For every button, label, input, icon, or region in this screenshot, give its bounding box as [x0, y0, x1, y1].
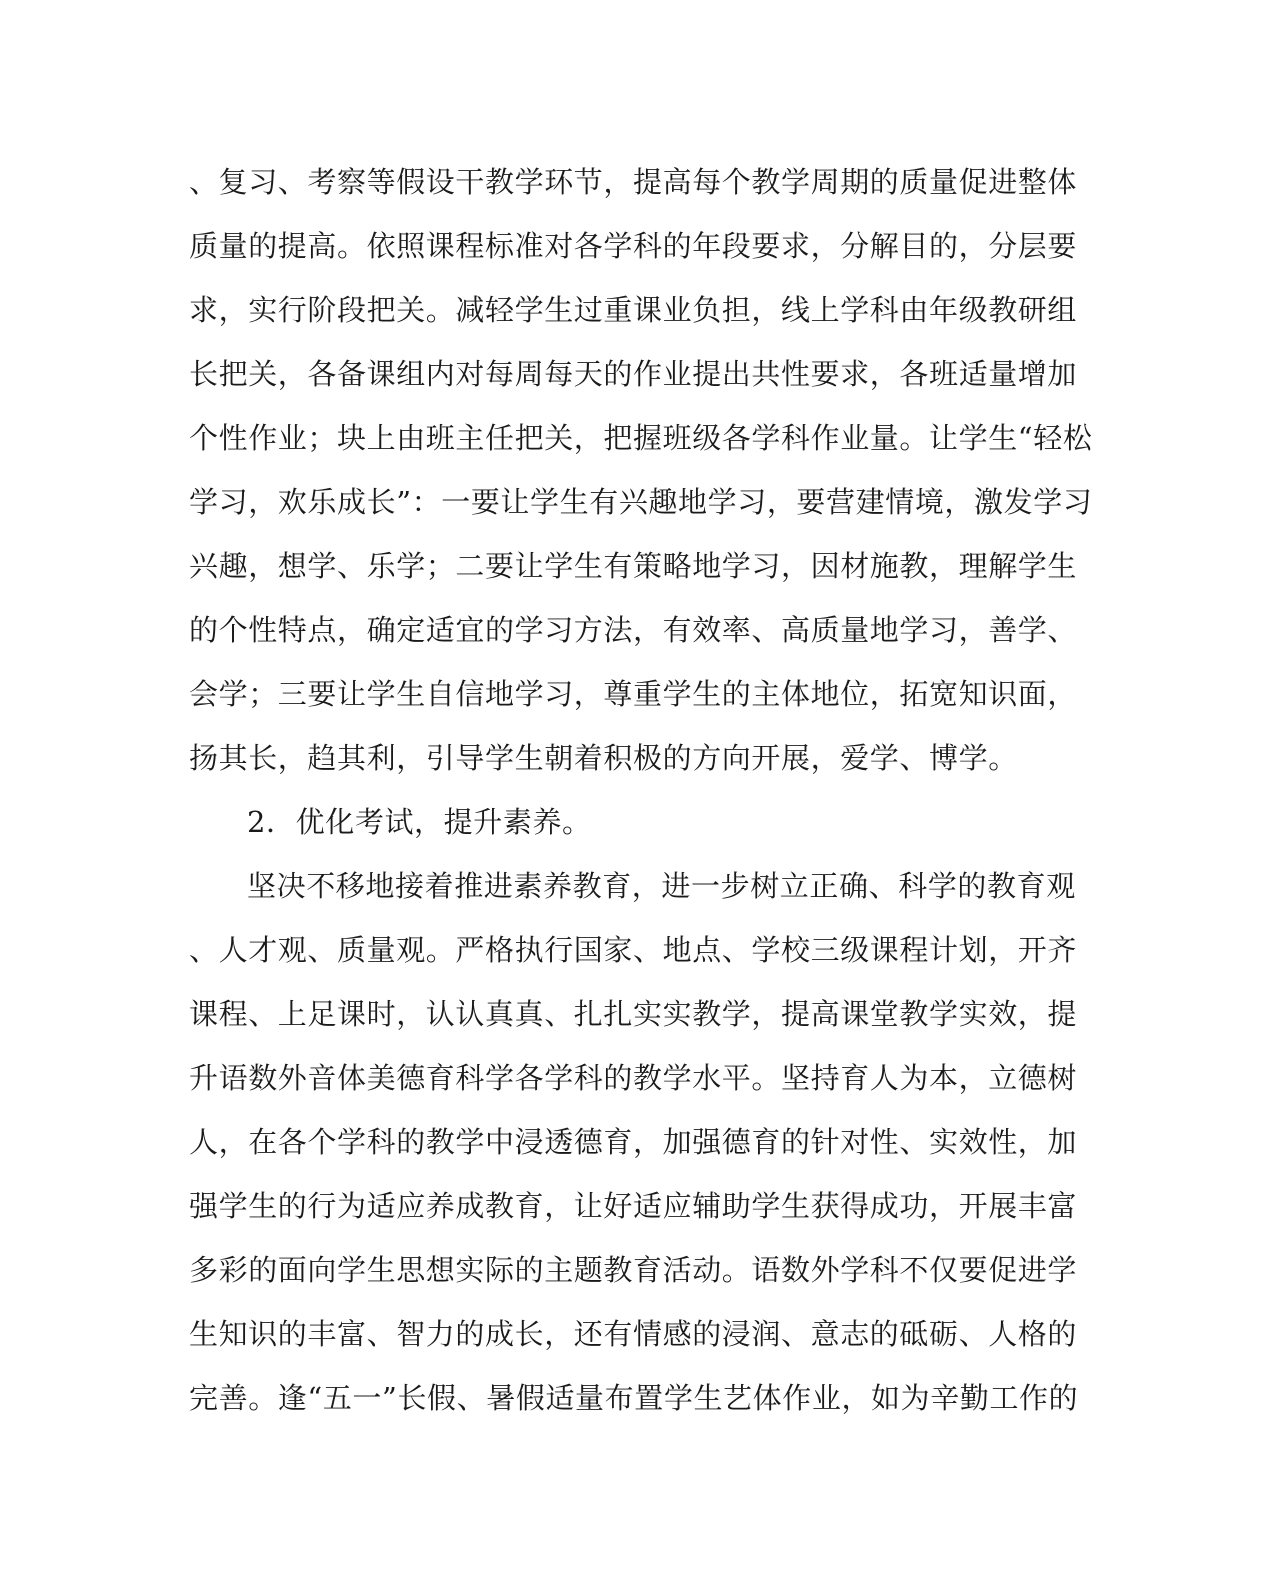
text-line-15: 升语数外音体美德育科学各学科的教学水平。坚持育人为本，立德树: [189, 1061, 1078, 1095]
text-line-9: 会学；三要让学生自信地学习，尊重学生的主体地位，拓宽知识面，: [189, 677, 1078, 711]
text-line-19: 生知识的丰富、智力的成长，还有情感的浸润、意志的砥砺、人格的: [189, 1317, 1078, 1351]
text-line-6: 学习，欢乐成长”：一要让学生有兴趣地学习，要营建情境，激发学习: [189, 485, 1093, 519]
text-line-10: 扬其长，趋其利，引导学生朝着积极的方向开展，爱学、博学。: [189, 741, 1018, 775]
text-line-3: 求，实行阶段把关。减轻学生过重课业负担，线上学科由年级教研组: [189, 293, 1078, 327]
text-line-8: 的个性特点，确定适宜的学习方法，有效率、高质量地学习，善学、: [189, 613, 1078, 647]
text-line-17: 强学生的行为适应养成教育，让好适应辅助学生获得成功，开展丰富: [189, 1189, 1078, 1223]
text-line-4: 长把关，各备课组内对每周每天的作业提出共性要求，各班适量增加: [189, 357, 1078, 391]
text-line-5: 个性作业；块上由班主任把关，把握班级各学科作业量。让学生“轻松: [189, 421, 1093, 455]
text-line-18: 多彩的面向学生思想实际的主题教育活动。语数外学科不仅要促进学: [189, 1253, 1078, 1287]
text-line-12: 坚决不移地接着推进素养教育，进一步树立正确、科学的教育观: [247, 869, 1076, 903]
text-line-16: 人，在各个学科的教学中浸透德育，加强德育的针对性、实效性，加: [189, 1125, 1078, 1159]
section-heading: 2．优化考试，提升素养。: [247, 805, 592, 839]
text-line-1: 、复习、考察等假设干教学环节，提高每个教学周期的质量促进整体: [189, 165, 1078, 199]
text-line-14: 课程、上足课时，认认真真、扎扎实实教学，提高课堂教学实效，提: [189, 997, 1078, 1031]
text-line-2: 质量的提高。依照课程标准对各学科的年段要求，分解目的，分层要: [189, 229, 1078, 263]
text-line-13: 、人才观、质量观。严格执行国家、地点、学校三级课程计划，开齐: [189, 933, 1078, 967]
text-line-20: 完善。逢“五一”长假、暑假适量布置学生艺体作业，如为辛勤工作的: [189, 1381, 1079, 1415]
text-line-7: 兴趣，想学、乐学；二要让学生有策略地学习，因材施教，理解学生: [189, 549, 1078, 583]
